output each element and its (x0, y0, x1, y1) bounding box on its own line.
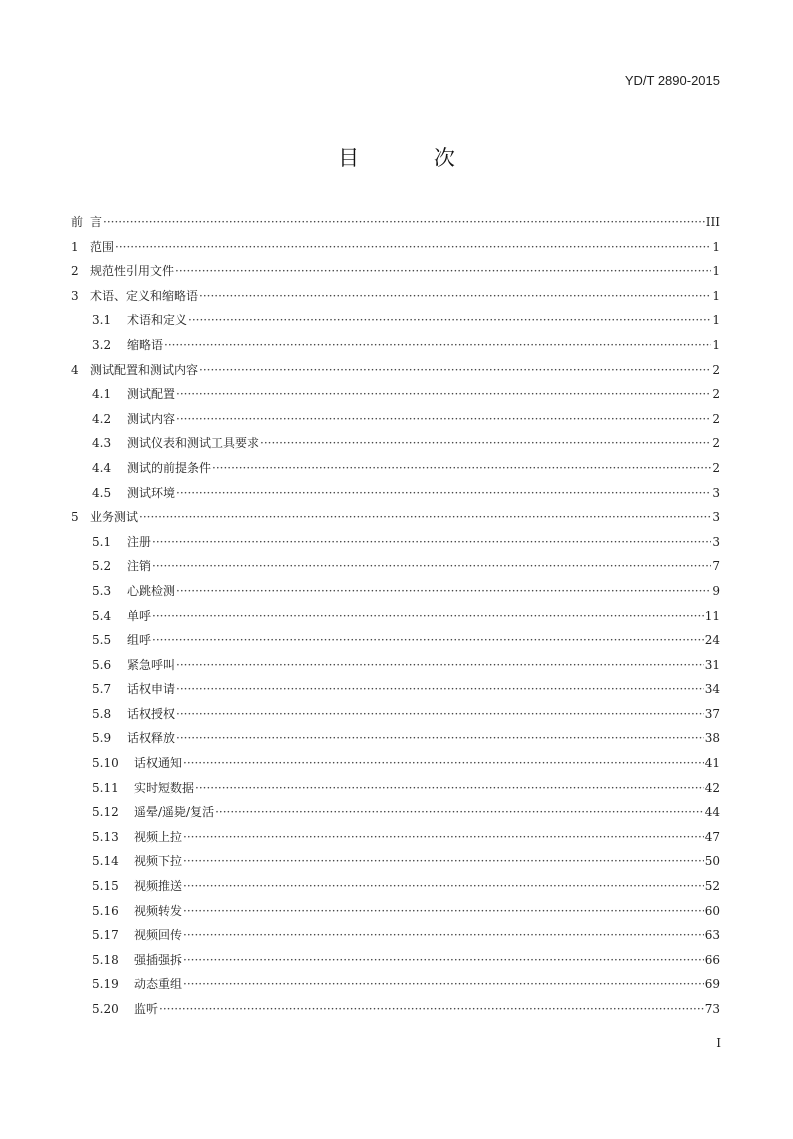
toc-entry-label: 视频下拉 (134, 854, 183, 869)
toc-entry[interactable] (71, 407, 720, 432)
toc-entry-page: 63 (704, 928, 720, 943)
toc-entry-number: 5.6 (92, 657, 112, 672)
dot-leader (176, 481, 711, 506)
toc-entry-number: 3.2 (92, 337, 112, 352)
toc-entry[interactable] (71, 751, 720, 776)
toc-entry[interactable] (71, 702, 720, 727)
toc-entry-number: 前 (71, 215, 84, 229)
toc-entry-number: 5.12 (92, 805, 119, 820)
toc-entry-page: 2 (712, 411, 720, 426)
toc-entry[interactable] (71, 923, 720, 948)
toc-entry-number: 5.7 (92, 682, 112, 697)
dot-leader (183, 825, 704, 850)
dot-leader (176, 677, 704, 702)
toc-entry-label: 范围 (90, 239, 115, 254)
toc-entry[interactable] (71, 726, 720, 751)
toc-entry-page: 1 (712, 264, 720, 279)
toc-entry[interactable] (71, 849, 720, 874)
toc-entry[interactable] (71, 505, 720, 530)
toc-entry-label: 测试内容 (127, 411, 176, 426)
toc-entry-page: 73 (704, 1002, 720, 1016)
toc-entry[interactable] (71, 776, 720, 801)
toc-entry-page: 3 (712, 534, 720, 549)
toc-entry-number: 5.9 (92, 731, 112, 746)
dot-leader (176, 382, 711, 407)
toc-entry[interactable] (71, 800, 720, 825)
toc-entry-number: 5.3 (92, 583, 112, 598)
toc-entry-number: 5.2 (92, 559, 112, 574)
toc-entry-number: 5.18 (92, 952, 119, 967)
toc-entry[interactable] (71, 628, 720, 653)
toc-entry-number: 5.13 (92, 829, 119, 844)
dot-leader (152, 628, 704, 653)
dot-leader (164, 333, 711, 358)
toc-entry-number: 5.11 (92, 780, 119, 795)
toc-entry-label: 组呼 (127, 633, 152, 648)
dot-leader (215, 800, 704, 825)
dot-leader (260, 431, 711, 456)
toc-entry-page: 41 (704, 756, 720, 771)
toc-entry-label: 测试配置和测试内容 (90, 362, 199, 377)
dot-leader (183, 874, 704, 899)
toc-entry-label: 术语和定义 (127, 313, 188, 328)
toc-entry-number: 5.5 (92, 633, 112, 648)
toc-entry-label: 言 (90, 215, 103, 229)
dot-leader (183, 923, 704, 948)
toc-entry[interactable] (71, 899, 720, 924)
standard-code: YD/T 2890-2015 (624, 73, 720, 88)
toc-entry[interactable] (71, 456, 720, 481)
toc-entry-label: 紧急呼叫 (127, 657, 176, 672)
toc-entry-page: 24 (704, 633, 720, 648)
toc-entry-label: 视频转发 (134, 903, 183, 918)
toc-entry-page: 34 (704, 682, 720, 697)
toc-entry-label: 注销 (127, 559, 152, 574)
toc-entry-page: 38 (704, 731, 720, 746)
toc-entry-number: 4.2 (92, 411, 112, 426)
toc-entry[interactable] (71, 333, 720, 358)
dot-leader (159, 997, 704, 1022)
toc-title: 目 次 (338, 146, 489, 170)
toc-entry-page: 44 (704, 805, 720, 820)
toc-entry-label: 强插强拆 (134, 952, 183, 967)
toc-entry-number: 5.16 (92, 903, 119, 918)
dot-leader (183, 751, 704, 776)
dot-leader (103, 210, 705, 235)
toc-entry[interactable] (71, 259, 720, 284)
dot-leader (195, 776, 704, 801)
dot-leader (176, 653, 704, 678)
toc-entry-page: 60 (704, 903, 720, 918)
toc-entry-page: 11 (704, 608, 720, 623)
toc-entry[interactable] (71, 948, 720, 973)
toc-entry-number: 3.1 (92, 313, 112, 328)
table-of-contents (71, 210, 720, 1022)
toc-entry[interactable] (71, 481, 720, 506)
toc-entry[interactable] (71, 997, 720, 1022)
toc-entry-number: 5.10 (92, 756, 119, 771)
toc-entry-label: 话权申请 (127, 682, 176, 697)
toc-entry-page: 2 (712, 460, 720, 475)
toc-entry-page: 9 (712, 583, 720, 598)
toc-entry-page: 37 (704, 706, 720, 721)
toc-entry-label: 心跳检测 (127, 583, 176, 598)
toc-entry-page: 47 (704, 829, 720, 844)
toc-entry[interactable] (71, 604, 720, 629)
dot-leader (183, 972, 704, 997)
toc-entry-page: 1 (712, 288, 720, 303)
dot-leader (199, 358, 711, 383)
toc-entry-number: 3 (71, 288, 79, 303)
toc-entry-label: 话权授权 (127, 706, 176, 721)
toc-entry-number: 5.14 (92, 854, 119, 869)
dot-leader (183, 899, 704, 924)
toc-entry-label: 监听 (134, 1002, 159, 1016)
dot-leader (183, 849, 704, 874)
toc-entry-label: 注册 (127, 534, 152, 549)
toc-entry-label: 术语、定义和缩略语 (90, 288, 199, 303)
toc-entry-label: 实时短数据 (134, 780, 195, 795)
dot-leader (152, 604, 704, 629)
toc-entry[interactable] (71, 825, 720, 850)
toc-entry-number: 5.19 (92, 977, 119, 992)
toc-entry-page: 3 (712, 510, 720, 525)
toc-entry[interactable] (71, 382, 720, 407)
toc-entry-label: 测试仪表和测试工具要求 (127, 436, 260, 451)
page-number: I (716, 1036, 721, 1050)
toc-entry-number: 4.5 (92, 485, 112, 500)
dot-leader (175, 259, 711, 284)
toc-entry-page: III (705, 215, 720, 229)
toc-entry[interactable] (71, 653, 720, 678)
toc-entry-number: 5.20 (92, 1002, 119, 1016)
toc-entry[interactable] (71, 677, 720, 702)
toc-entry-label: 视频上拉 (134, 829, 183, 844)
toc-entry-label: 规范性引用文件 (90, 264, 175, 279)
toc-entry-page: 50 (704, 854, 720, 869)
toc-entry-label: 测试环境 (127, 485, 176, 500)
toc-entry-label: 缩略语 (127, 337, 164, 352)
toc-entry[interactable] (71, 210, 720, 235)
dot-leader (188, 308, 711, 333)
toc-entry-number: 4.4 (92, 460, 112, 475)
toc-entry-number: 4.1 (92, 387, 112, 402)
toc-entry-page: 1 (712, 337, 720, 352)
toc-entry-page: 7 (712, 559, 720, 574)
toc-entry-page: 2 (712, 436, 720, 451)
dot-leader (152, 554, 711, 579)
toc-entry[interactable] (71, 308, 720, 333)
dot-leader (176, 726, 704, 751)
toc-entry-number: 5.8 (92, 706, 112, 721)
toc-entry-label: 视频回传 (134, 928, 183, 943)
toc-entry-page: 69 (704, 977, 720, 992)
toc-entry-label: 话权通知 (134, 756, 183, 771)
toc-entry[interactable] (71, 235, 720, 260)
toc-entry[interactable] (71, 579, 720, 604)
toc-entry-page: 1 (712, 313, 720, 328)
toc-entry-label: 单呼 (127, 608, 152, 623)
toc-entry[interactable] (71, 554, 720, 579)
dot-leader (212, 456, 711, 481)
toc-entry-number: 5.1 (92, 534, 112, 549)
toc-entry-page: 42 (704, 780, 720, 795)
dot-leader (115, 235, 711, 260)
dot-leader (183, 948, 704, 973)
toc-entry[interactable] (71, 874, 720, 899)
toc-entry-label: 业务测试 (90, 510, 139, 525)
toc-entry-label: 遥晕/遥毙/复活 (134, 805, 215, 820)
dot-leader (152, 530, 711, 555)
toc-entry-label: 视频推送 (134, 879, 183, 894)
toc-entry-label: 话权释放 (127, 731, 176, 746)
toc-entry-page: 31 (704, 657, 720, 672)
toc-entry[interactable] (71, 358, 720, 383)
toc-entry-label: 动态重组 (134, 977, 183, 992)
dot-leader (139, 505, 711, 530)
toc-entry-number: 5.4 (92, 608, 112, 623)
toc-entry-page: 1 (712, 239, 720, 254)
toc-entry-number: 4 (71, 362, 79, 377)
dot-leader (176, 702, 704, 727)
toc-entry-page: 3 (712, 485, 720, 500)
toc-entry-label: 测试配置 (127, 387, 176, 402)
dot-leader (176, 579, 711, 604)
toc-entry-number: 4.3 (92, 436, 112, 451)
toc-entry-number: 2 (71, 264, 79, 279)
toc-entry[interactable] (71, 530, 720, 555)
toc-entry-number: 5.15 (92, 879, 119, 894)
toc-entry-label: 测试的前提条件 (127, 460, 212, 475)
toc-entry-page: 2 (712, 387, 720, 402)
dot-leader (176, 407, 711, 432)
toc-entry-page: 2 (712, 362, 720, 377)
toc-entry-number: 5.17 (92, 928, 119, 943)
toc-entry[interactable] (71, 284, 720, 309)
toc-entry-page: 66 (704, 952, 720, 967)
toc-entry[interactable] (71, 972, 720, 997)
toc-entry-number: 1 (71, 239, 79, 254)
toc-entry-number: 5 (71, 510, 79, 525)
dot-leader (199, 284, 711, 309)
toc-entry[interactable] (71, 431, 720, 456)
toc-entry-page: 52 (704, 879, 720, 894)
